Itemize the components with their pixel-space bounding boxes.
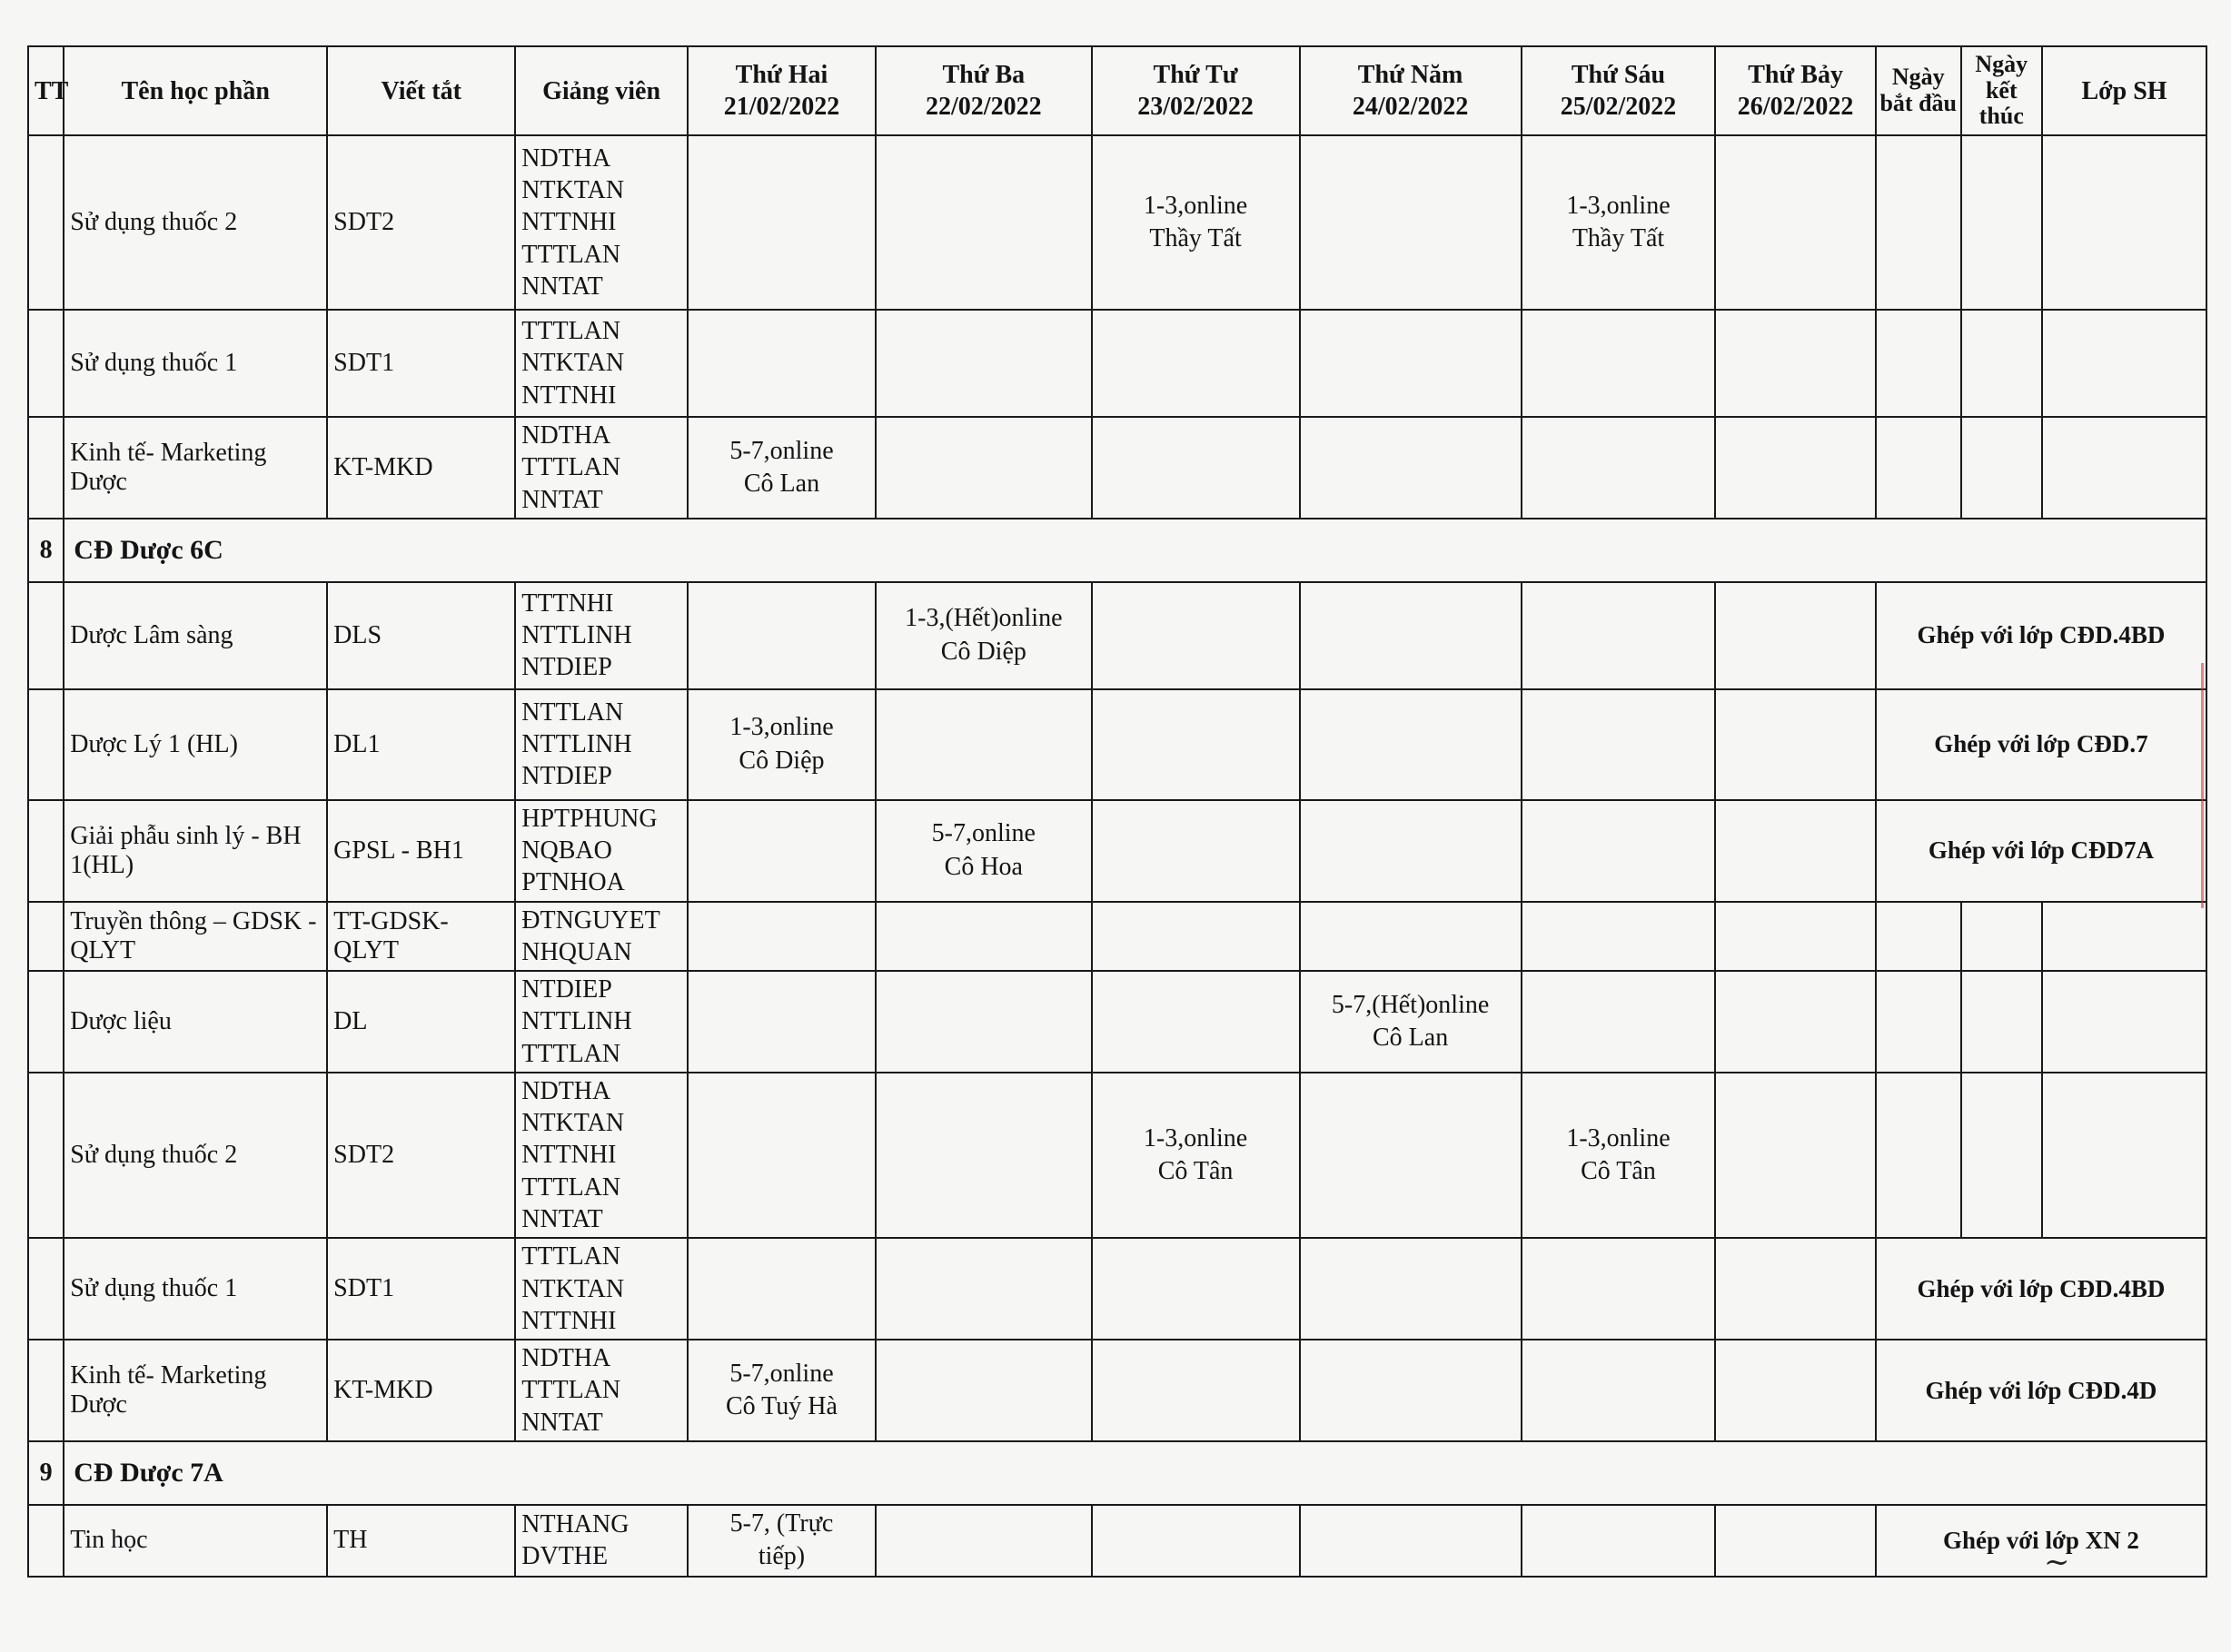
- schedule-table: [27, 45, 2207, 1578]
- lecturer-code: TTTLAN: [521, 1242, 621, 1271]
- slot-fri: [1522, 135, 1716, 310]
- course-row: [28, 1340, 2206, 1441]
- slot-line: 5-7, (Trực: [729, 1509, 834, 1538]
- slot-fri: [1522, 1238, 1716, 1340]
- slot-fri: [1522, 902, 1716, 972]
- start-date: [1876, 310, 1961, 417]
- course-row: [28, 310, 2206, 417]
- slot-fri: [1522, 1073, 1716, 1238]
- slot-mon: [688, 135, 876, 310]
- lecturer-code: NNTAT: [521, 1204, 603, 1233]
- slot-sat: [1715, 689, 1876, 800]
- row-number: [28, 689, 64, 800]
- course-row: [28, 689, 2206, 800]
- course-name: Dược Lý 1 (HL): [64, 689, 327, 800]
- slot-thu: [1300, 310, 1522, 417]
- slot-wed: [1092, 1238, 1300, 1340]
- slot-wed: [1092, 135, 1300, 310]
- lecturer-code: NNTAT: [521, 485, 603, 514]
- start-date: [1876, 1073, 1961, 1238]
- class-sh: [2042, 902, 2206, 972]
- slot-sat: [1715, 417, 1876, 519]
- slot-wed: [1092, 310, 1300, 417]
- course-row: [28, 1505, 2206, 1577]
- course-abbr: SDT1: [327, 1238, 515, 1340]
- course-lecturers: [515, 1238, 688, 1340]
- lecturer-code: HPTPHUNG: [521, 804, 658, 833]
- header-abbr: Viết tắt: [327, 46, 515, 135]
- lecturer-code: DVTHE: [521, 1542, 609, 1571]
- row-number: [28, 310, 64, 417]
- class-sh: [2042, 417, 2206, 519]
- course-name: Sử dụng thuốc 1: [64, 1238, 327, 1340]
- lecturer-code: NNTAT: [521, 1408, 603, 1437]
- course-row: [28, 1238, 2206, 1340]
- slot-line: 5-7,online: [729, 1359, 834, 1388]
- course-row: [28, 902, 2206, 972]
- course-lecturers: [515, 902, 688, 972]
- slot-sat: [1715, 800, 1876, 902]
- slot-fri: [1522, 689, 1716, 800]
- slot-mon: [688, 971, 876, 1073]
- slot-tue: [876, 971, 1092, 1073]
- slot-line: 1-3,(Hết)online: [905, 604, 1063, 633]
- row-number: [28, 417, 64, 519]
- slot-line: Cô Tân: [1581, 1157, 1656, 1186]
- header-tue: Thứ Ba 22/02/2022: [876, 46, 1092, 135]
- merge-note: Ghép với lớp CĐD.4D: [1876, 1340, 2206, 1441]
- slot-line: 1-3,online: [729, 713, 834, 742]
- slot-line: tiếp): [758, 1542, 806, 1571]
- slot-line: Thầy Tất: [1149, 224, 1242, 252]
- slot-wed: [1092, 417, 1300, 519]
- row-number: [28, 1505, 64, 1577]
- slot-thu: [1300, 582, 1522, 689]
- slot-thu: [1300, 135, 1522, 310]
- slot-sat: [1715, 310, 1876, 417]
- row-number: [28, 135, 64, 310]
- lecturer-code: NTKTAN: [521, 349, 625, 378]
- lecturer-code: NNTAT: [521, 272, 603, 301]
- row-number: [28, 1340, 64, 1441]
- slot-line: Cô Tân: [1157, 1157, 1234, 1186]
- slot-wed: [1092, 1073, 1300, 1238]
- slot-wed: [1092, 689, 1300, 800]
- row-number: [28, 582, 64, 689]
- end-date: [1961, 310, 2042, 417]
- header-thu: Thứ Năm 24/02/2022: [1300, 46, 1522, 135]
- course-lecturers: [515, 135, 688, 310]
- class-sh: [2042, 310, 2206, 417]
- slot-mon: [688, 417, 876, 519]
- lecturer-code: NDTHA: [521, 143, 611, 173]
- slot-thu: [1300, 689, 1522, 800]
- slot-mon: [688, 902, 876, 972]
- lecturer-code: NDTHA: [521, 421, 611, 450]
- slot-mon: [688, 689, 876, 800]
- slot-thu: [1300, 417, 1522, 519]
- lecturer-code: TTTNHI: [521, 589, 614, 618]
- slot-mon: [688, 1505, 876, 1577]
- slot-sat: [1715, 902, 1876, 972]
- lecturer-code: NTTLINH: [521, 1007, 632, 1036]
- course-name: Truyền thông – GDSK - QLYT: [64, 902, 327, 972]
- slot-tue: [876, 1505, 1092, 1577]
- slot-mon: [688, 1340, 876, 1441]
- lecturer-code: NTTNHI: [521, 1141, 617, 1170]
- slot-line: Cô Hoa: [944, 852, 1023, 881]
- slot-sat: [1715, 1238, 1876, 1340]
- group-number: 9: [28, 1441, 64, 1505]
- slot-wed: [1092, 1340, 1300, 1441]
- slot-thu: [1300, 1073, 1522, 1238]
- slot-wed: [1092, 1505, 1300, 1577]
- slot-fri: [1522, 582, 1716, 689]
- course-abbr: TH: [327, 1505, 515, 1577]
- course-lecturers: [515, 800, 688, 902]
- row-number: [28, 800, 64, 902]
- slot-line: 1-3,online: [1143, 191, 1248, 220]
- slot-line: Cô Diệp: [739, 746, 825, 775]
- group-number: 8: [28, 519, 64, 582]
- lecturer-code: NDTHA: [521, 1076, 611, 1105]
- course-abbr: SDT2: [327, 135, 515, 310]
- course-lecturers: [515, 1505, 688, 1577]
- header-start: Ngày bắt đầu: [1876, 46, 1961, 135]
- schedule-sheet: [27, 45, 2207, 1578]
- slot-thu: [1300, 800, 1522, 902]
- course-lecturers: [515, 417, 688, 519]
- slot-thu: [1300, 1238, 1522, 1340]
- slot-mon: [688, 800, 876, 902]
- course-row: [28, 800, 2206, 902]
- slot-sat: [1715, 582, 1876, 689]
- slot-thu: [1300, 1340, 1522, 1441]
- slot-line: 1-3,online: [1566, 1123, 1671, 1152]
- header-mon: Thứ Hai 21/02/2022: [688, 46, 876, 135]
- slot-mon: [688, 582, 876, 689]
- lecturer-code: NTTNHI: [521, 208, 617, 237]
- lecturer-code: ĐTNGUYET: [521, 905, 660, 935]
- course-name: Sử dụng thuốc 2: [64, 1073, 327, 1238]
- slot-wed: [1092, 902, 1300, 972]
- course-abbr: SDT1: [327, 310, 515, 417]
- lecturer-code: NQBAO: [521, 836, 612, 866]
- lecturer-code: NHQUAN: [521, 937, 632, 966]
- slot-wed: [1092, 800, 1300, 902]
- lecturer-code: NTKTAN: [521, 1109, 625, 1138]
- slot-tue: [876, 1238, 1092, 1340]
- course-abbr: GPSL - BH1: [327, 800, 515, 902]
- slot-sat: [1715, 971, 1876, 1073]
- course-lecturers: [515, 310, 688, 417]
- group-title: CĐ Dược 7A: [64, 1441, 2206, 1505]
- course-lecturers: [515, 689, 688, 800]
- course-abbr: SDT2: [327, 1073, 515, 1238]
- slot-thu: [1300, 971, 1522, 1073]
- slot-sat: [1715, 135, 1876, 310]
- row-number: [28, 902, 64, 972]
- header-lecturer: Giảng viên: [515, 46, 688, 135]
- course-row: [28, 135, 2206, 310]
- group-row: [28, 519, 2206, 582]
- slot-tue: [876, 800, 1092, 902]
- lecturer-code: NTTLINH: [521, 730, 632, 759]
- lecturer-code: NDTHA: [521, 1344, 611, 1373]
- slot-line: 5-7,online: [931, 819, 1036, 848]
- red-stamp-mark: [2201, 663, 2231, 908]
- class-sh: [2042, 135, 2206, 310]
- start-date: [1876, 902, 1961, 972]
- slot-fri: [1522, 417, 1716, 519]
- course-name: Sử dụng thuốc 1: [64, 310, 327, 417]
- lecturer-code: NTDIEP: [521, 762, 612, 791]
- slot-wed: [1092, 582, 1300, 689]
- slot-fri: [1522, 800, 1716, 902]
- slot-fri: [1522, 971, 1716, 1073]
- course-row: [28, 417, 2206, 519]
- header-fri: Thứ Sáu 25/02/2022: [1522, 46, 1716, 135]
- course-row: [28, 971, 2206, 1073]
- course-name: Dược Lâm sàng: [64, 582, 327, 689]
- lecturer-code: TTTLAN: [521, 240, 621, 269]
- slot-tue: [876, 582, 1092, 689]
- slot-fri: [1522, 1505, 1716, 1577]
- merge-note: Ghép với lớp CĐD.7: [1876, 689, 2206, 800]
- lecturer-code: NTKTAN: [521, 176, 625, 205]
- course-row: [28, 582, 2206, 689]
- course-lecturers: [515, 1340, 688, 1441]
- slot-line: Cô Diệp: [940, 637, 1026, 666]
- slot-line: Cô Tuý Hà: [726, 1392, 838, 1421]
- slot-tue: [876, 310, 1092, 417]
- lecturer-code: NTHANG: [521, 1510, 630, 1539]
- slot-mon: [688, 1073, 876, 1238]
- group-row: [28, 1441, 2206, 1505]
- class-sh: [2042, 971, 2206, 1073]
- course-abbr: KT-MKD: [327, 1340, 515, 1441]
- slot-line: Cô Lan: [1372, 1024, 1449, 1053]
- lecturer-code: TTTLAN: [521, 453, 621, 482]
- slot-line: 5-7,online: [729, 436, 834, 465]
- lecturer-code: NTTNHI: [521, 381, 617, 410]
- merge-note: Ghép với lớp CĐD7A: [1876, 800, 2206, 902]
- lecturer-code: PTNHOA: [521, 868, 625, 897]
- slot-tue: [876, 1340, 1092, 1441]
- row-number: [28, 1073, 64, 1238]
- course-name: Dược liệu: [64, 971, 327, 1073]
- lecturer-code: NTTLAN: [521, 697, 624, 727]
- slot-tue: [876, 689, 1092, 800]
- slot-wed: [1092, 971, 1300, 1073]
- slot-tue: [876, 1073, 1092, 1238]
- course-name: Giải phẫu sinh lý - BH 1(HL): [64, 800, 327, 902]
- slot-fri: [1522, 310, 1716, 417]
- row-number: [28, 1238, 64, 1340]
- course-abbr: DL1: [327, 689, 515, 800]
- lecturer-code: NTTNHI: [521, 1306, 617, 1335]
- row-number: [28, 971, 64, 1073]
- end-date: [1961, 417, 2042, 519]
- start-date: [1876, 971, 1961, 1073]
- slot-line: Thầy Tất: [1572, 224, 1665, 252]
- course-name: Tin học: [64, 1505, 327, 1577]
- slot-line: 1-3,online: [1143, 1123, 1248, 1152]
- course-name: Kinh tế- Marketing Dược: [64, 1340, 327, 1441]
- start-date: [1876, 417, 1961, 519]
- merge-note: Ghép với lớp XN 2: [1876, 1505, 2206, 1577]
- header-class: Lớp SH: [2042, 46, 2206, 135]
- lecturer-code: TTTLAN: [521, 1376, 621, 1405]
- course-lecturers: [515, 971, 688, 1073]
- end-date: [1961, 1073, 2042, 1238]
- slot-thu: [1300, 902, 1522, 972]
- merge-note: Ghép với lớp CĐD.4BD: [1876, 1238, 2206, 1340]
- group-title: CĐ Dược 6C: [64, 519, 2206, 582]
- header-course: Tên học phần: [64, 46, 327, 135]
- lecturer-code: NTDIEP: [521, 653, 612, 682]
- course-lecturers: [515, 582, 688, 689]
- class-sh: [2042, 1073, 2206, 1238]
- slot-tue: [876, 417, 1092, 519]
- header-wed: Thứ Tư 23/02/2022: [1092, 46, 1300, 135]
- lecturer-code: TTTLAN: [521, 1039, 621, 1068]
- start-date: [1876, 135, 1961, 310]
- course-abbr: DL: [327, 971, 515, 1073]
- header-tt: TT: [28, 46, 64, 135]
- course-row: [28, 1073, 2206, 1238]
- course-abbr: DLS: [327, 582, 515, 689]
- course-name: Kinh tế- Marketing Dược: [64, 417, 327, 519]
- header-row: [28, 46, 2206, 135]
- slot-fri: [1522, 1340, 1716, 1441]
- merge-note: Ghép với lớp CĐD.4BD: [1876, 582, 2206, 689]
- slot-tue: [876, 902, 1092, 972]
- lecturer-code: TTTLAN: [521, 317, 621, 346]
- end-date: [1961, 135, 2042, 310]
- lecturer-code: NTKTAN: [521, 1274, 625, 1303]
- course-abbr: KT-MKD: [327, 417, 515, 519]
- slot-line: 1-3,online: [1566, 191, 1671, 220]
- slot-tue: [876, 135, 1092, 310]
- lecturer-code: NTTLINH: [521, 621, 632, 650]
- course-abbr: TT-GDSK-QLYT: [327, 902, 515, 972]
- slot-thu: [1300, 1505, 1522, 1577]
- slot-mon: [688, 310, 876, 417]
- lecturer-code: TTTLAN: [521, 1172, 621, 1202]
- slot-sat: [1715, 1340, 1876, 1441]
- slot-mon: [688, 1238, 876, 1340]
- header-sat: Thứ Bảy 26/02/2022: [1715, 46, 1876, 135]
- slot-line: 5-7,(Hết)online: [1331, 990, 1490, 1019]
- header-end: Ngày kết thúc: [1961, 46, 2042, 135]
- course-name: Sử dụng thuốc 2: [64, 135, 327, 310]
- lecturer-code: NTDIEP: [521, 975, 612, 1004]
- signature-mark: ~: [2044, 1544, 2070, 1580]
- end-date: [1961, 902, 2042, 972]
- course-lecturers: [515, 1073, 688, 1238]
- slot-sat: [1715, 1505, 1876, 1577]
- slot-sat: [1715, 1073, 1876, 1238]
- slot-line: Cô Lan: [743, 469, 820, 498]
- end-date: [1961, 971, 2042, 1073]
